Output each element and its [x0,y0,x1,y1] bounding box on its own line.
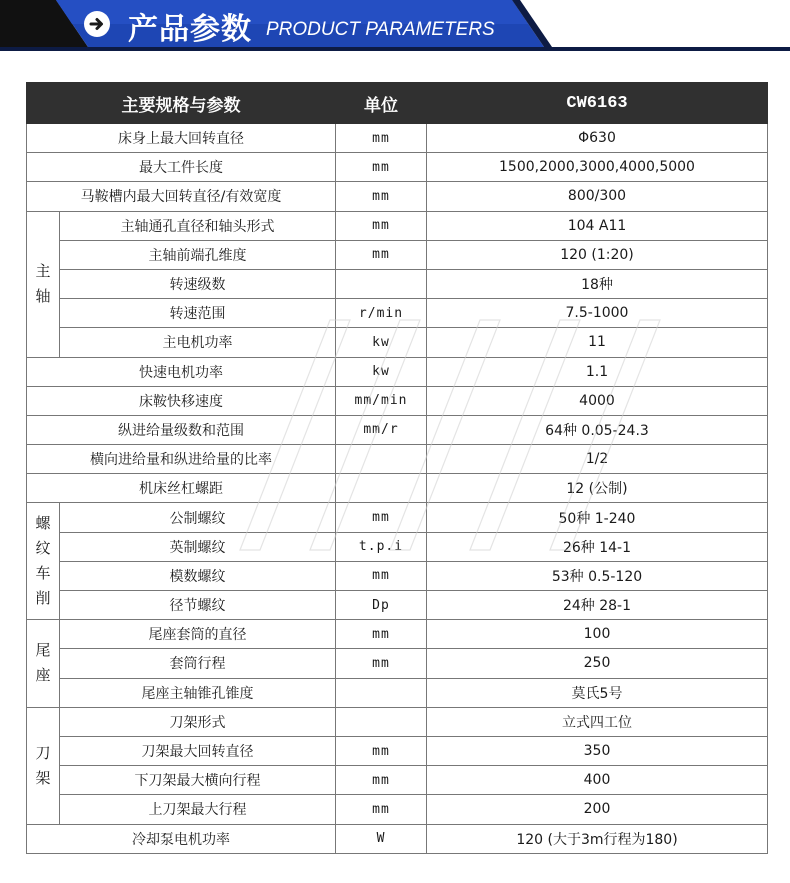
param-unit: mm/min [336,386,427,415]
param-label: 下刀架最大横向行程 [60,766,336,795]
param-unit: mm [336,766,427,795]
param-value: 4000 [427,386,768,415]
param-label: 主轴通孔直径和轴头形式 [60,211,336,240]
param-value: 53种 0.5-120 [427,561,768,590]
param-value: 12 (公制) [427,474,768,503]
table-row [27,299,768,328]
table-row [27,591,768,620]
param-label: 上刀架最大行程 [60,795,336,824]
param-value: 100 [427,620,768,649]
group-label-tool-post: 刀 架 [27,707,60,824]
param-label: 径节螺纹 [60,591,336,620]
param-label: 床身上最大回转直径 [27,124,336,153]
param-label: 尾座主轴锥孔锥度 [60,678,336,707]
param-label: 刀架最大回转直径 [60,736,336,765]
param-unit [336,445,427,474]
param-unit [336,474,427,503]
param-label: 最大工件长度 [27,153,336,182]
table-row [27,445,768,474]
param-unit: mm/r [336,415,427,444]
param-value: 800/300 [427,182,768,211]
param-value: 11 [427,328,768,357]
group-label-threading: 螺 纹 车 削 [27,503,60,620]
param-unit: mm [336,649,427,678]
param-value: 26种 14-1 [427,532,768,561]
param-unit: W [336,824,427,853]
table-row [27,736,768,765]
param-value: 1.1 [427,357,768,386]
param-label: 马鞍槽内最大回转直径/有效宽度 [27,182,336,211]
param-label: 主轴前端孔维度 [60,240,336,269]
param-unit: mm [336,211,427,240]
table-row [27,503,768,532]
param-label: 横向进给量和纵进给量的比率 [27,445,336,474]
table-row [27,240,768,269]
table-row [27,649,768,678]
param-value: 24种 28-1 [427,591,768,620]
param-label: 刀架形式 [60,707,336,736]
param-value: 250 [427,649,768,678]
header-banner [0,0,790,52]
param-value: 120 (大于3m行程为180) [427,824,768,853]
param-value: 120 (1:20) [427,240,768,269]
param-label: 机床丝杠螺距 [27,474,336,503]
param-value: Φ630 [427,124,768,153]
param-unit [336,707,427,736]
param-unit: kw [336,328,427,357]
param-unit: mm [336,561,427,590]
param-value: 1/2 [427,445,768,474]
param-label: 主电机功率 [60,328,336,357]
group-label-spindle: 主 轴 [27,211,60,357]
param-label: 床鞍快移速度 [27,386,336,415]
param-unit: mm [336,795,427,824]
param-unit: kw [336,357,427,386]
table-row [27,824,768,853]
param-unit: Dp [336,591,427,620]
table-row [27,532,768,561]
table-row [27,766,768,795]
param-unit: mm [336,182,427,211]
arrow-right-circle-icon [84,11,110,37]
param-label: 转速级数 [60,269,336,298]
param-label: 快速电机功率 [27,357,336,386]
param-unit: mm [336,124,427,153]
param-unit: t.p.i [336,532,427,561]
table-row [27,386,768,415]
table-row [27,474,768,503]
table-row [27,678,768,707]
param-value: 200 [427,795,768,824]
param-label: 尾座套筒的直径 [60,620,336,649]
banner-title-en: PRODUCT PARAMETERS [266,19,495,40]
param-label: 英制螺纹 [60,532,336,561]
param-unit: mm [336,503,427,532]
table-row [27,269,768,298]
table-row [27,357,768,386]
spec-table [26,82,768,854]
table-row [27,561,768,590]
table-row [27,620,768,649]
header-model: CW6163 [427,83,768,124]
table-row [27,211,768,240]
param-unit: mm [336,240,427,269]
param-value: 1500,2000,3000,4000,5000 [427,153,768,182]
param-value: 7.5-1000 [427,299,768,328]
param-unit: mm [336,153,427,182]
param-label: 公制螺纹 [60,503,336,532]
param-label: 冷却泵电机功率 [27,824,336,853]
table-row [27,153,768,182]
table-row [27,124,768,153]
param-label: 套筒行程 [60,649,336,678]
param-unit [336,678,427,707]
table-header-row [27,83,768,124]
param-label: 转速范围 [60,299,336,328]
table-row [27,328,768,357]
header-param: 主要规格与参数 [27,83,336,124]
table-row [27,707,768,736]
param-value: 64种 0.05-24.3 [427,415,768,444]
param-value: 18种 [427,269,768,298]
param-unit [336,269,427,298]
param-label: 模数螺纹 [60,561,336,590]
param-unit: mm [336,620,427,649]
header-unit: 单位 [336,83,427,124]
param-value: 莫氏5号 [427,678,768,707]
group-label-tailstock: 尾 座 [27,620,60,708]
banner-title-cn: 产品参数 [128,12,252,47]
param-value: 50种 1-240 [427,503,768,532]
param-value: 104 A11 [427,211,768,240]
param-value: 立式四工位 [427,707,768,736]
param-label: 纵进给量级数和范围 [27,415,336,444]
table-row [27,795,768,824]
param-unit: r/min [336,299,427,328]
table-row [27,182,768,211]
param-value: 400 [427,766,768,795]
table-row [27,415,768,444]
param-unit: mm [336,736,427,765]
param-value: 350 [427,736,768,765]
